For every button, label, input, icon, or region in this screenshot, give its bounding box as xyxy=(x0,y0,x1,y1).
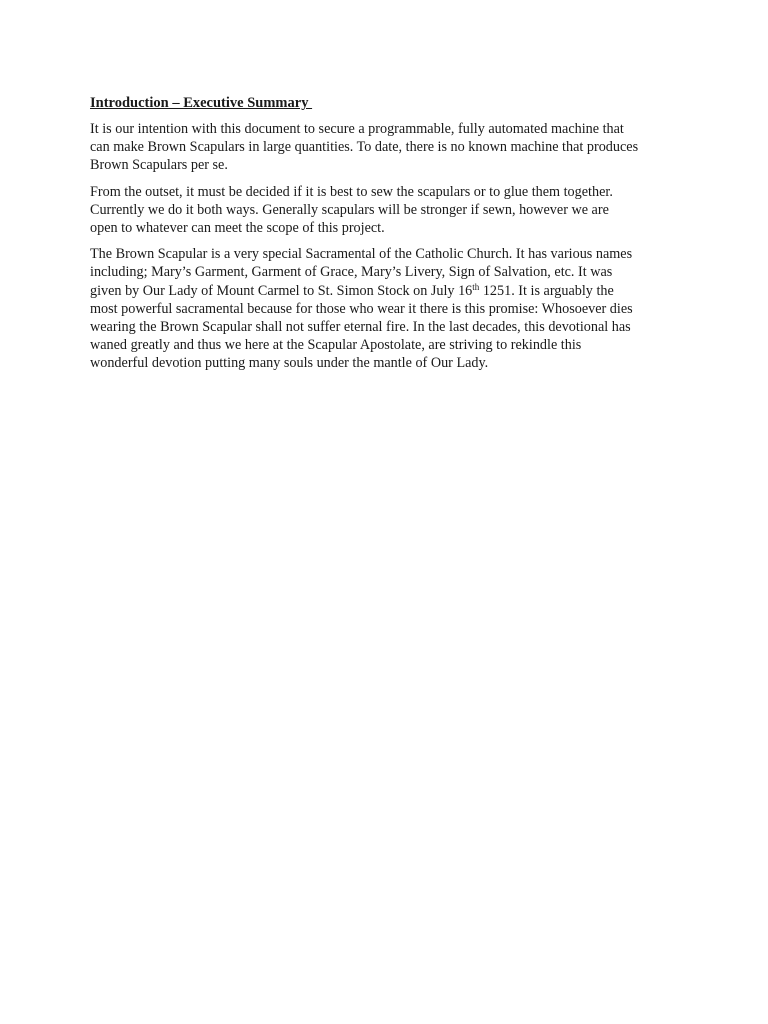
text-line: wearing the Brown Scapular shall not suffer eternal fire. In the last decades, this devotional has xyxy=(90,319,631,336)
section-heading: Introduction – Executive Summary xyxy=(90,95,313,111)
text-line: most powerful sacramental because for those who wear it there is this promise: Whosoever dies xyxy=(90,300,633,317)
text-line: wonderful devotion putting many souls under the mantle of Our Lady. xyxy=(90,355,489,372)
text-line: can make Brown Scapulars in large quantities. To date, there is no known machine that produces xyxy=(90,139,639,156)
text-segment: given by Our Lady of Mount Carmel to St. Simon Stock on July 16 xyxy=(90,282,473,299)
ordinal-superscript: th xyxy=(472,281,480,292)
paragraph-intention xyxy=(90,120,690,175)
text-line: waned greatly and thus we here at the Scapular Apostolate, are striving to rekindle this xyxy=(90,337,582,354)
text-line: The Brown Scapular is a very special Sacramental of the Catholic Church. It has various names xyxy=(90,246,633,263)
text-segment: 1251. It is arguably the xyxy=(479,282,614,299)
text-line: Brown Scapulars per se. xyxy=(90,157,228,174)
text-line: From the outset, it must be decided if it is best to sew the scapulars or to glue them together. xyxy=(90,183,613,200)
paragraph-sew-or-glue xyxy=(90,183,690,238)
text-line: It is our intention with this document to secure a programmable, fully automated machine that xyxy=(90,121,624,137)
text-line: open to whatever can meet the scope of this project. xyxy=(90,220,385,237)
text-line-with-date xyxy=(90,282,690,300)
paragraph-brown-scapular xyxy=(90,245,690,372)
document-page xyxy=(90,93,690,381)
text-line: including; Mary’s Garment, Garment of Grace, Mary’s Livery, Sign of Salvation, etc. It was xyxy=(90,264,613,281)
text-line: Currently we do it both ways. Generally scapulars will be stronger if sewn, however we are xyxy=(90,201,609,218)
